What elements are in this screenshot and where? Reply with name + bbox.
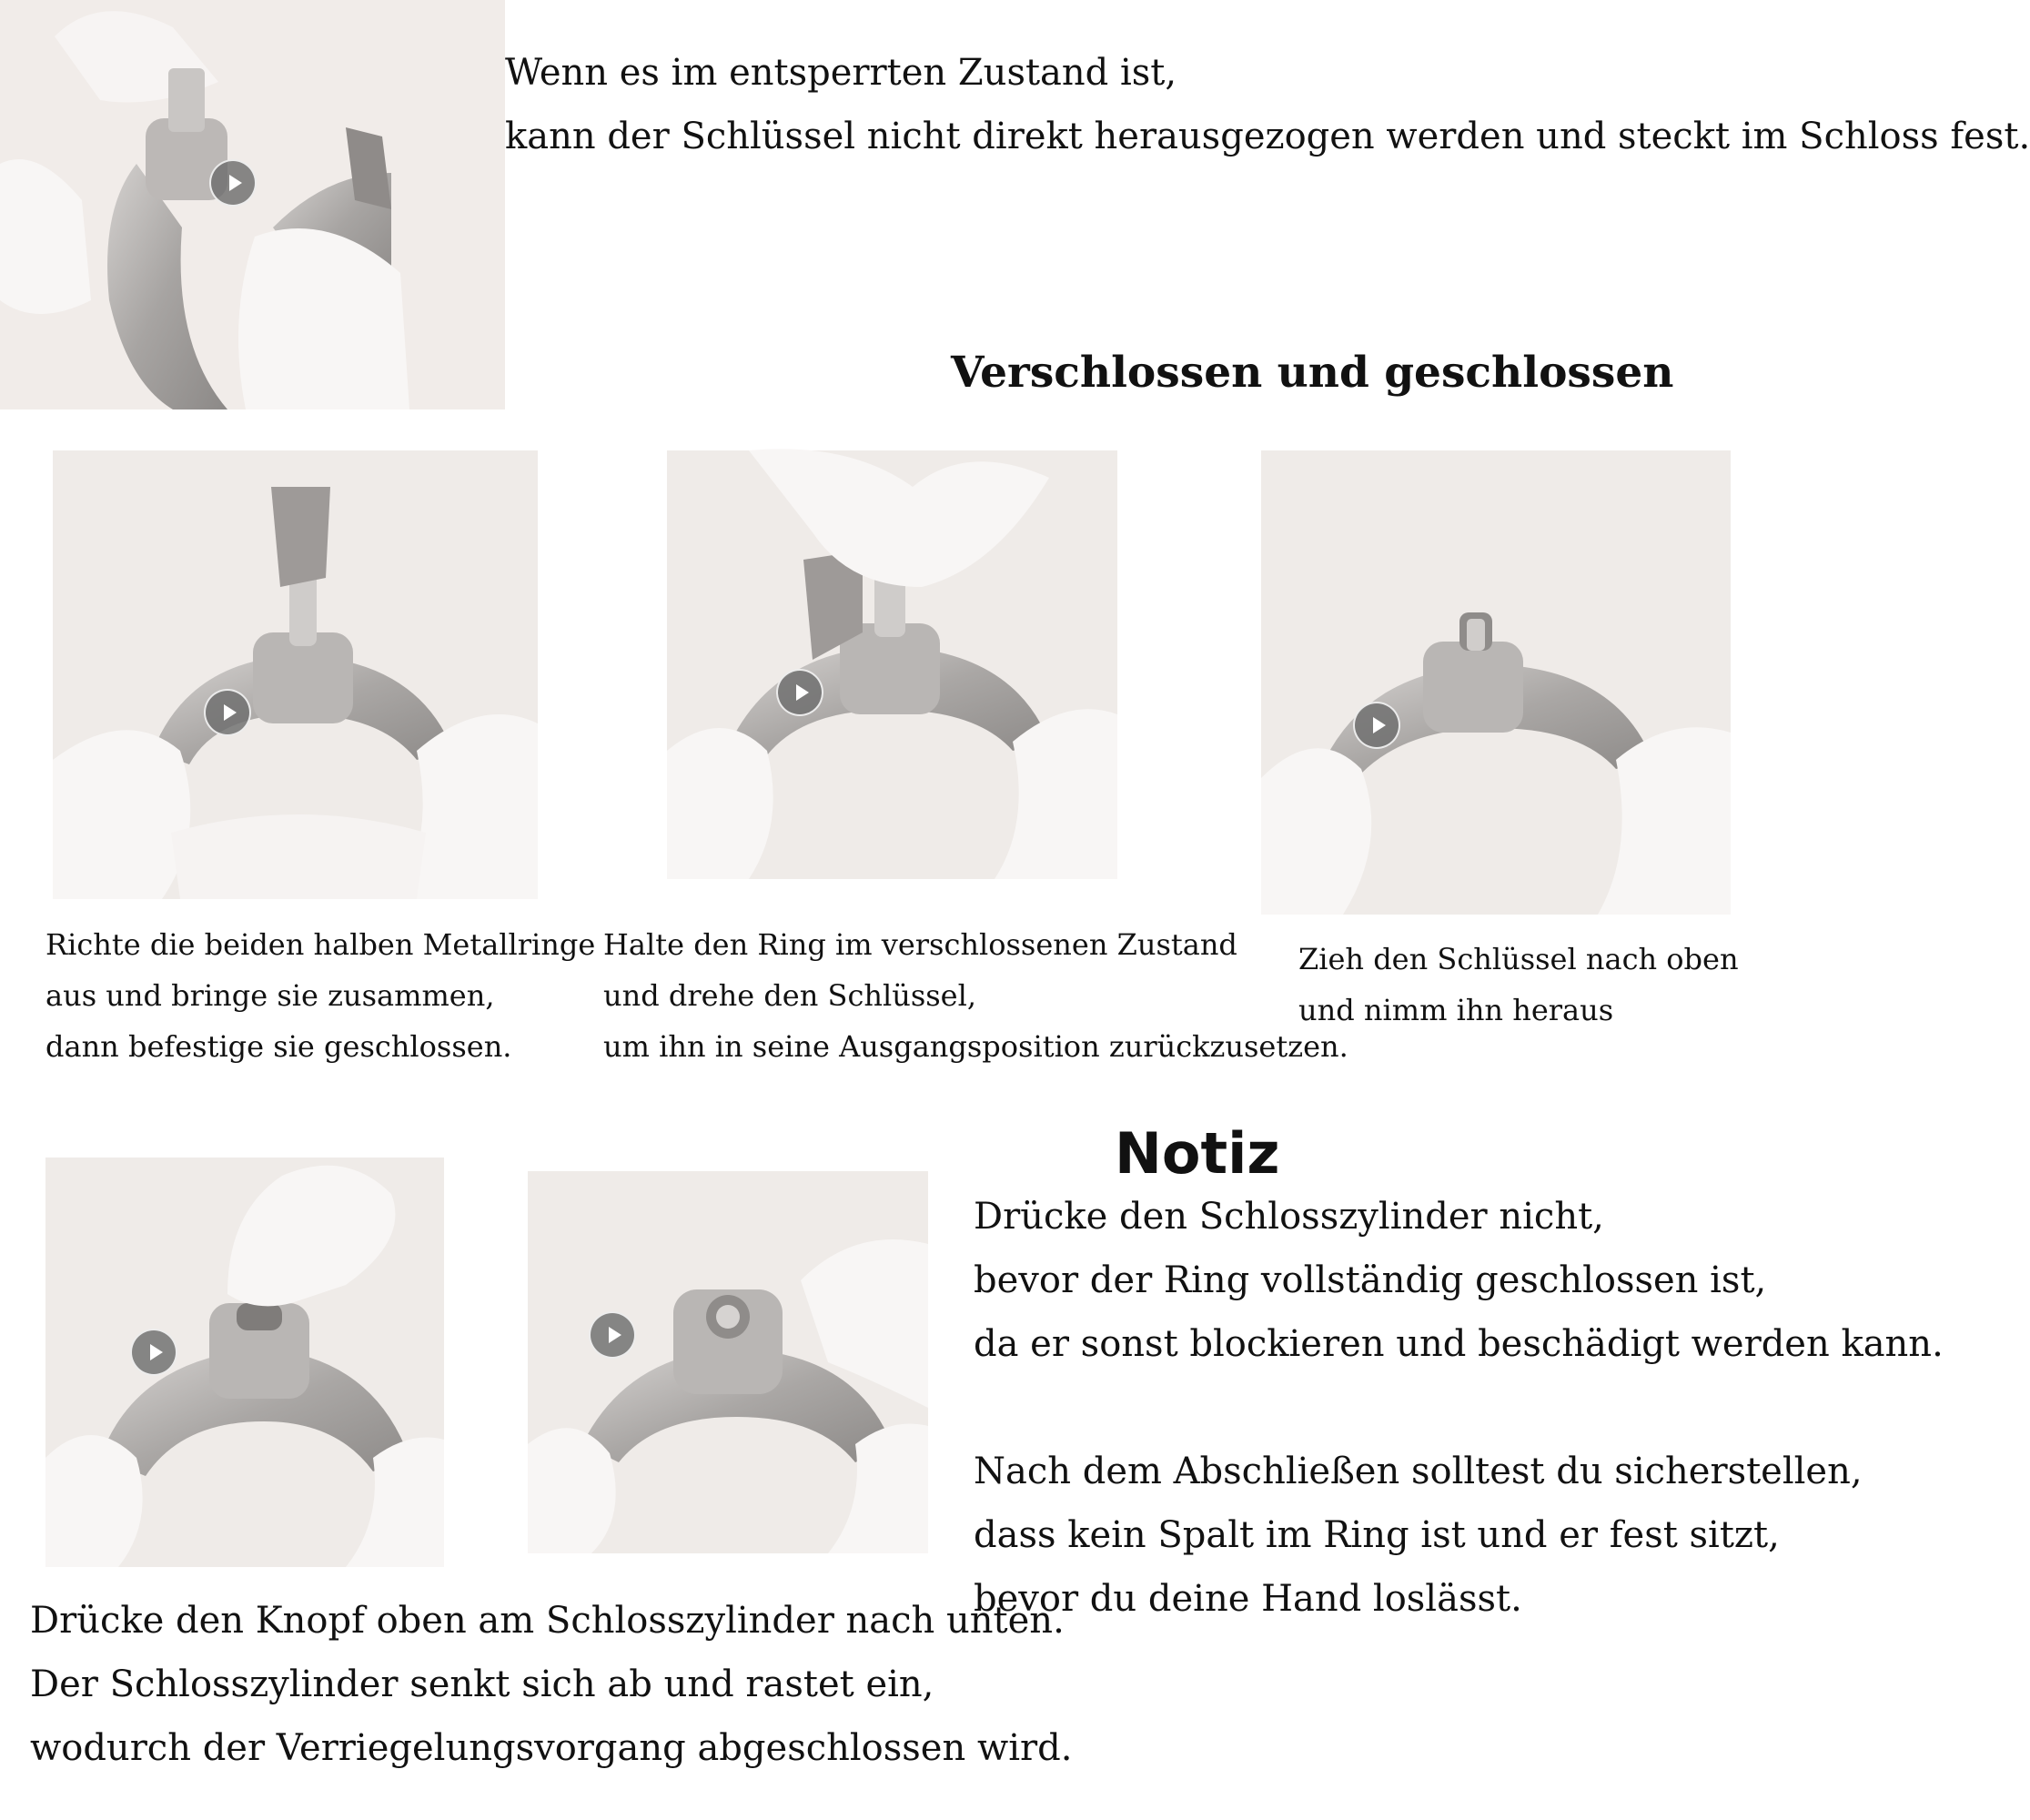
note-line: da er sonst blockieren und beschädigt werden kann. <box>974 1323 1944 1365</box>
caption-line: dann befestige sie geschlossen. <box>45 1029 512 1064</box>
caption-line: und nimm ihn heraus <box>1298 993 1614 1027</box>
text-line: Drücke den Knopf oben am Schlosszylinder nach unten. <box>30 1600 1065 1642</box>
unlocked-key-stuck-text <box>505 41 2030 168</box>
caption-line: aus und bringe sie zusammen, <box>45 978 495 1013</box>
section-heading: Verschlossen und geschlossen <box>951 348 1674 398</box>
ring-key-removed-photo <box>1261 450 1731 915</box>
step-3-caption <box>1298 934 1739 1036</box>
ring-open-key-stuck-photo <box>0 0 505 410</box>
paragraph-gap <box>974 1376 1944 1440</box>
caption-line: und drehe den Schlüssel, <box>603 978 976 1013</box>
play-icon[interactable] <box>209 159 257 207</box>
text-line: wodurch der Verriegelungsvorgang abgeschlossen wird. <box>30 1727 1073 1769</box>
caption-line: Zieh den Schlüssel nach oben <box>1298 942 1739 976</box>
caption-line: Richte die beiden halben Metallringe <box>45 927 596 962</box>
text-line: kann der Schlüssel nicht direkt herausgezogen werden und steckt im Schloss fest. <box>505 116 2030 157</box>
note-line: Drücke den Schlosszylinder nicht, <box>974 1196 1604 1238</box>
caption-line: um ihn in seine Ausgangsposition zurückzusetzen. <box>603 1029 1348 1064</box>
step-2-caption <box>603 919 1348 1072</box>
press-button-instructions <box>30 1589 1072 1780</box>
note-body <box>974 1185 1944 1631</box>
step-1-caption <box>45 919 595 1072</box>
ring-key-inserted-photo <box>53 450 538 899</box>
press-button-photo <box>45 1158 444 1567</box>
play-icon[interactable] <box>130 1329 177 1376</box>
note-line: bevor du deine Hand loslässt. <box>974 1578 1522 1620</box>
note-line: bevor der Ring vollständig geschlossen ist, <box>974 1259 1767 1301</box>
note-title: Notiz <box>1115 1120 1280 1187</box>
note-line: Nach dem Abschließen solltest du sicherstellen, <box>974 1451 1863 1492</box>
play-icon[interactable] <box>1353 702 1400 749</box>
caption-line: Halte den Ring im verschlossenen Zustand <box>603 927 1237 962</box>
ring-key-turning-photo <box>667 450 1117 879</box>
play-icon[interactable] <box>204 689 251 736</box>
lock-engaged-photo <box>528 1171 928 1553</box>
play-icon[interactable] <box>589 1311 636 1359</box>
play-icon[interactable] <box>776 669 823 716</box>
text-line: Der Schlosszylinder senkt sich ab und rastet ein, <box>30 1663 934 1705</box>
note-line: dass kein Spalt im Ring ist und er fest sitzt, <box>974 1514 1780 1556</box>
text-line: Wenn es im entsperrten Zustand ist, <box>505 52 1177 94</box>
